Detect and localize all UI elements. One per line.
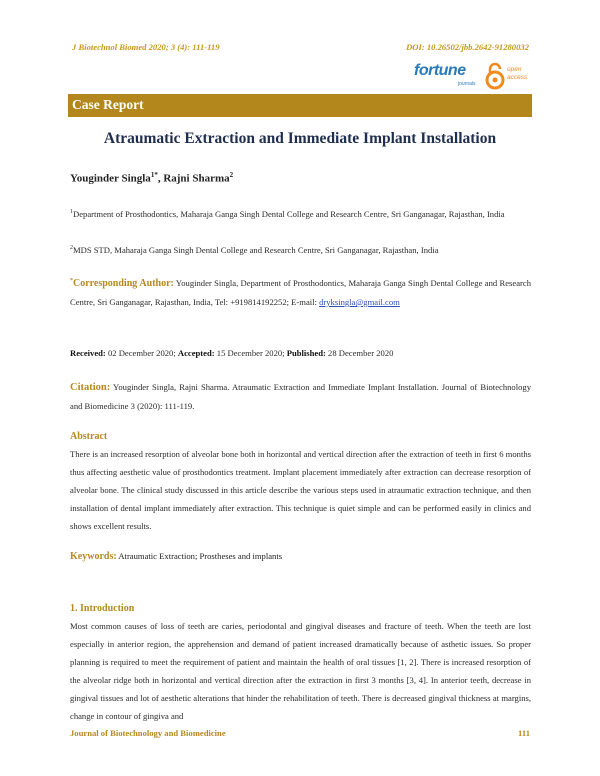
article-type: Case Report <box>72 97 144 112</box>
published-label: Published: <box>286 348 326 358</box>
keywords-label: Keywords: <box>70 551 117 562</box>
affiliation-1 <box>70 205 531 223</box>
keywords <box>70 551 282 562</box>
introduction-heading: 1. Introduction <box>70 603 135 614</box>
author-sup: 1* <box>150 171 158 179</box>
journal-reference: J Biotechnol Biomed 2020; 3 (4): 111-119 <box>72 42 220 52</box>
author-sup: 2 <box>229 171 234 179</box>
article-title: Atraumatic Extraction and Immediate Implant Installation <box>103 130 497 147</box>
affiliation-text: MDS STD, Maharaja Ganga Singh Dental College and Research Centre, Sri Ganganagar, Rajasthan, India <box>73 245 439 255</box>
affiliation-sup: 2 <box>70 245 73 252</box>
introduction-text: Most common causes of loss of teeth are caries, periodontal and gingival diseases and fracture of teeth. When the teeth are lost especially in anterior region, the apprehension and demand of patient increased dramatically because of asthetic issues. So proper planning is required to meet the requirement of patient and maintain the health of oral tissues [1, 2]. There is increased resorption of the alveolar ridge both in horizontal and vertical direction after the extraction in first 3 months [3, 4]. In anterior teeth, decrease in gingival tissues and lot of aesthetic alterations that hinder the rehabilitation of teeth. There is decreased gingival thickness at margins, change in contour of gingiva and <box>70 621 531 721</box>
corresponding-sup: * <box>70 278 73 285</box>
corresponding-label: Corresponding Author: <box>73 278 174 289</box>
logo-brand: fortune <box>414 62 466 79</box>
citation <box>70 378 531 415</box>
footer-journal: Journal of Biotechnology and Biomedicine <box>70 728 226 738</box>
affiliation-text: Department of Prosthodontics, Maharaja Ganga Singh Dental College and Research Centre, Sri Ganganagar, Rajasthan, India <box>73 209 505 219</box>
abstract-text: There is an increased resorption of alveolar bone both in horizontal and vertical direction after the extraction of teeth in first 6 months thus affecting aesthetic value of prosthodontics treatment. Implant placement immediately after extraction can decrease resorption of alveolar bone. The clinical study discussed in this article describe the various steps used in atraumatic extraction technique, and then installation of dental implant immediately after extraction. This technique is quiet simple and can be performed easily in clinics and shows excellent results. <box>70 449 531 531</box>
affiliation-2 <box>70 241 531 259</box>
corresponding-text: Youginder Singla, Department of Prosthodontics, Maharaja Ganga Singh Dental College and Research Centre, Sri Ganganagar, Rajasthan, India, Tel: +919814192252; E-mail: <box>70 278 531 307</box>
accepted-label: Accepted: <box>177 348 215 358</box>
citation-label: Citation: <box>70 382 111 393</box>
logo-sub: journals <box>458 81 476 87</box>
received-date: 02 December 2020; <box>105 348 178 358</box>
logo-open-access-text: open access <box>507 66 528 81</box>
open-access-icon <box>483 62 507 90</box>
author-name: Rajni Sharma <box>163 172 230 185</box>
published-date: 28 December 2020 <box>325 348 394 358</box>
keywords-text: Atraumatic Extraction; Prostheses and implants <box>116 551 283 561</box>
publication-dates <box>70 344 531 362</box>
citation-text: Youginder Singla, Rajni Sharma. Atraumatic Extraction and Immediate Implant Installation. Journal of Biotechnology and Biomedicine 3 (2020): 111-119. <box>70 382 531 411</box>
page-number: 111 <box>518 728 530 738</box>
author-name: Youginder Singla <box>70 172 151 185</box>
article-type-banner <box>68 94 532 117</box>
abstract-heading: Abstract <box>70 431 108 442</box>
received-label: Received: <box>70 348 106 358</box>
affiliation-sup: 1 <box>70 209 73 216</box>
authors <box>70 171 233 185</box>
corresponding-author <box>70 274 531 311</box>
email-link[interactable]: dryksingla@gmail.com <box>319 297 400 307</box>
doi[interactable]: DOI: 10.26502/jbb.2642-91280032 <box>406 42 529 52</box>
author-separator: , <box>157 172 164 185</box>
accepted-date: 15 December 2020; <box>214 348 287 358</box>
publisher-logo <box>414 60 532 92</box>
